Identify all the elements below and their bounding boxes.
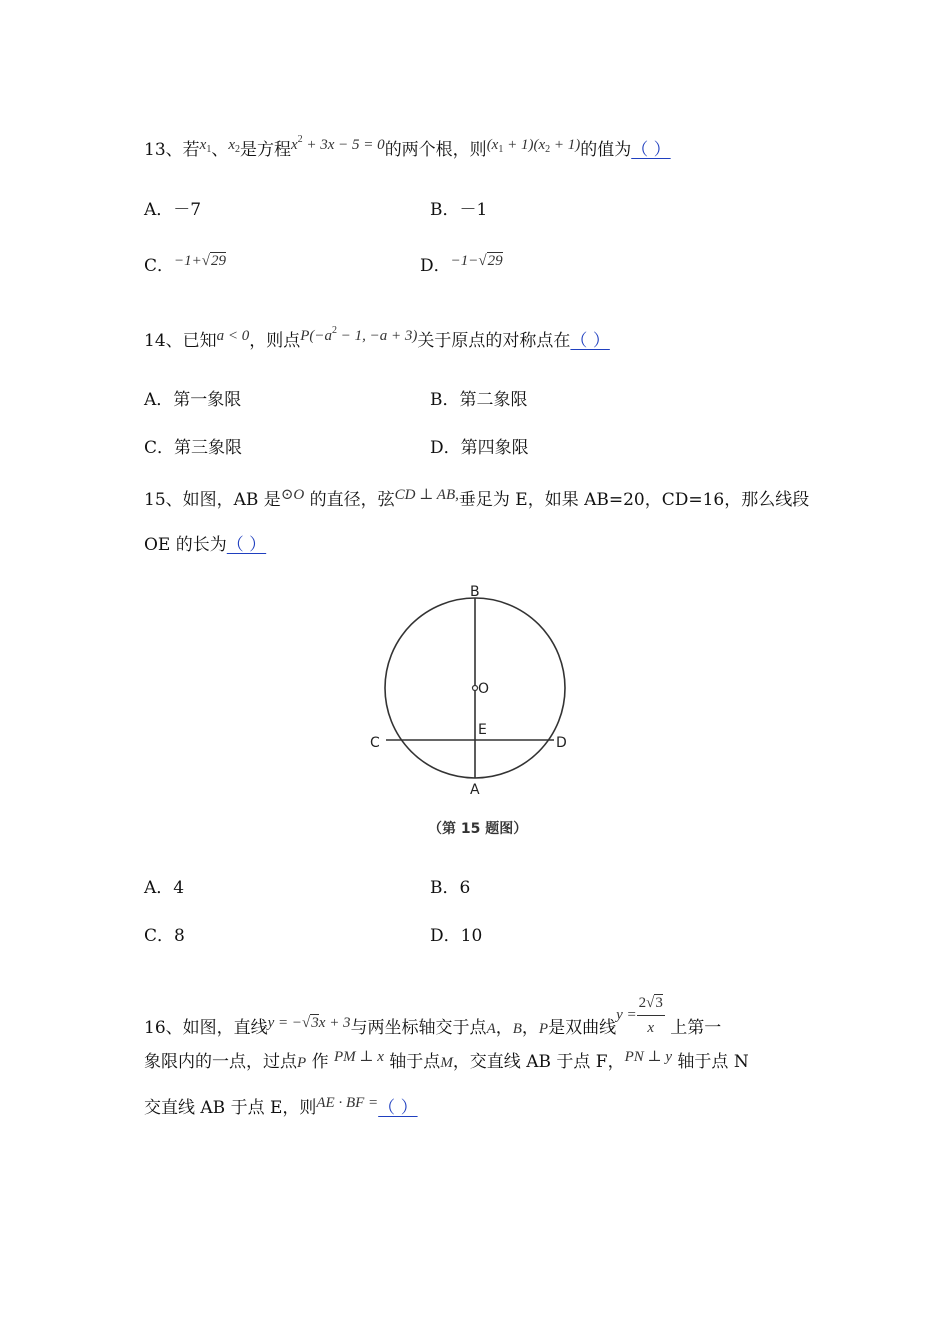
q14-number: 14、已知 xyxy=(144,331,217,351)
q15-figure-caption: （第 15 题图） xyxy=(428,821,528,837)
q13-option-b[interactable]: B．－1 xyxy=(430,200,488,220)
q13-option-a[interactable]: A．－7 xyxy=(144,200,202,220)
q15-option-c[interactable]: C．8 xyxy=(144,926,185,946)
q15-option-b[interactable]: B．6 xyxy=(430,878,471,898)
q16-stem-line3: 交直线 AB 于点 E，则AE · BF =（ ） xyxy=(144,1095,418,1118)
label-b: B xyxy=(470,584,480,600)
q15-stem-line1: 15、如图，AB 是⊙O 的直径，弦CD ⊥ AB,垂足为 E，如果 AB=20，CD=16，那么线段 xyxy=(144,487,810,510)
q16-point-b: B xyxy=(512,1020,522,1037)
q16-point-p: P xyxy=(538,1020,549,1037)
label-e: E xyxy=(478,722,487,738)
label-d: D xyxy=(556,735,567,751)
q16-stem-line2: 象限内的一点，过点P 作 PM ⊥ x 轴于点M，交直线 AB 于点 F，PN ⊥ y 轴于点 N xyxy=(144,1049,749,1072)
q15-chord: CD ⊥ AB, xyxy=(394,487,459,503)
q14-answer-blank[interactable]: （ ） xyxy=(570,331,610,351)
q16-stem-line1: 16、如图，直线y = −√3x + 3与两坐标轴交于点A，B，P是双曲线y = $\frac{2√3}{x}$ 上第一 xyxy=(144,1005,721,1054)
label-o: O xyxy=(478,681,490,697)
q16-line-equation: y = −√3x + 3 xyxy=(267,1014,351,1031)
label-c: C xyxy=(370,735,380,751)
q15-option-d[interactable]: D．10 xyxy=(430,926,483,946)
q14-option-d[interactable]: D．第四象限 xyxy=(430,438,529,458)
q13-option-d[interactable]: D．−1−√29 xyxy=(420,253,503,276)
q16-hyperbola: y = $\frac{2√3}{x}$ xyxy=(616,1021,665,1037)
q14-option-a[interactable]: A．第一象限 xyxy=(144,390,242,410)
center-point-o xyxy=(473,686,478,691)
q13-x1: $x_1$ xyxy=(199,137,212,155)
q14-condition: a < 0 xyxy=(216,328,250,344)
q15-circle-figure xyxy=(360,578,590,808)
q16-answer-blank[interactable]: （ ） xyxy=(378,1098,418,1118)
q13-stem: 13、若$x_1$、$x_2$是方程$x^2 + 3x - 5 = 0$的两个根，则$(x_1 + 1)(x_2 + 1)$的值为（ ） xyxy=(144,134,671,160)
q16-point-a: A xyxy=(486,1020,496,1037)
q13-number: 13、若 xyxy=(144,140,200,160)
q13-answer-blank[interactable]: （ ） xyxy=(631,140,671,160)
q15-circle-symbol: ⊙O xyxy=(280,487,305,503)
q14-point: $P(-a^2 - 1$, −a + 3) xyxy=(300,325,418,344)
q13-x2: $x_2$ xyxy=(228,137,240,155)
q15-stem-line2: OE 的长为（ ） xyxy=(144,535,267,555)
q14-option-b[interactable]: B．第二象限 xyxy=(430,390,528,410)
q15-option-a[interactable]: A．4 xyxy=(144,878,185,898)
label-a: A xyxy=(470,782,480,798)
q16-pm-perp: PM ⊥ x xyxy=(333,1049,384,1065)
q13-option-c[interactable]: C．−1+√29 xyxy=(144,253,226,276)
q16-product: AE · BF = xyxy=(316,1095,379,1111)
q15-answer-blank[interactable]: （ ） xyxy=(226,535,267,555)
q14-option-c[interactable]: C．第三象限 xyxy=(144,438,243,458)
q13-expression: $(x_1 + 1)(x_2 + 1)$ xyxy=(486,137,581,155)
q13-equation: $x^2 + 3x - 5 = 0$ xyxy=(290,134,385,153)
q16-pn-perp: PN ⊥ y xyxy=(624,1049,673,1065)
q14-stem: 14、已知a < 0，则点$P(-a^2 - 1$, −a + 3)关于原点的对称点在（ ） xyxy=(144,325,610,351)
